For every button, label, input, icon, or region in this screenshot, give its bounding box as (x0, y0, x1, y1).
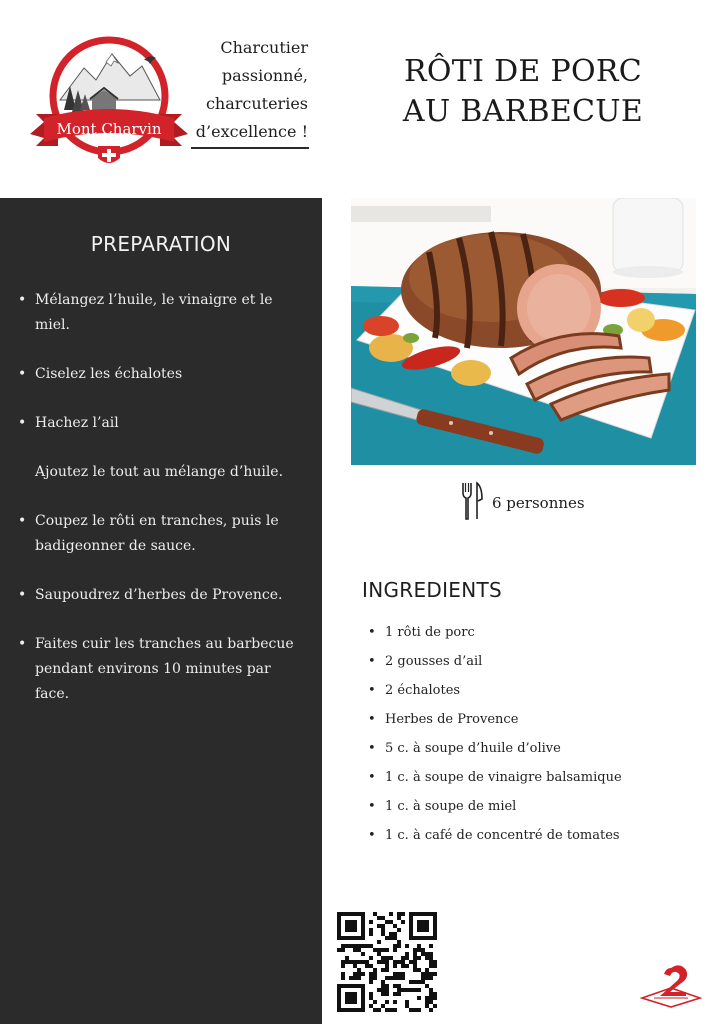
title-line: AU BARBECUE (402, 94, 644, 129)
step-text: Mélangez l’huile, le vinaigre et le miel. (35, 292, 273, 333)
step-text: Ajoutez le tout au mélange d’huile. (35, 464, 284, 480)
ingredient-item (368, 705, 698, 734)
ingredient-text: 1 rôti de porc (385, 625, 475, 640)
recipe-title (370, 52, 676, 132)
bullet-icon: • (368, 770, 376, 785)
ingredient-item (368, 618, 698, 647)
servings-text: 6 personnes (492, 494, 585, 512)
preparation-step (18, 288, 308, 338)
ingredient-text: 2 échalotes (385, 683, 461, 698)
preparation-steps (18, 288, 308, 731)
tagline-divider (191, 147, 309, 149)
bullet-icon: • (368, 654, 376, 669)
preparation-heading: PREPARATION (90, 232, 232, 256)
ingredient-text: 2 gousses d’ail (385, 654, 483, 669)
bullet-icon: • (18, 513, 27, 529)
title-line: RÔTI DE PORC (404, 54, 642, 89)
preparation-step (18, 362, 308, 387)
step-text: Ciselez les échalotes (35, 366, 183, 382)
roast-pork-photo (351, 198, 696, 465)
ingredients-list (368, 618, 698, 850)
preparation-step (18, 411, 308, 436)
bullet-icon: • (368, 712, 376, 727)
mont-charvin-logo (26, 30, 192, 170)
tagline-line: d’excellence ! (195, 122, 308, 141)
brand-tagline (190, 34, 308, 146)
step-text: Coupez le rôti en tranches, puis le badigeonner de sauce. (35, 513, 279, 554)
ingredient-text: 1 c. à soupe de miel (385, 799, 517, 814)
ingredients-heading: INGREDIENTS (362, 578, 502, 602)
ingredient-item (368, 763, 698, 792)
preparation-note (18, 460, 308, 485)
preparation-step (18, 509, 308, 559)
bullet-icon: • (368, 741, 376, 756)
ingredient-text: 1 c. à soupe de vinaigre balsamique (385, 770, 622, 785)
preparation-step (18, 632, 308, 707)
ingredient-item (368, 821, 698, 850)
ingredient-item (368, 647, 698, 676)
preparation-step (18, 583, 308, 608)
tagline-line: Charcutier (220, 38, 308, 57)
ingredient-item (368, 676, 698, 705)
fork-knife-icon (460, 481, 484, 525)
artisan-logo (640, 958, 702, 1008)
tagline-line: passionné, (221, 66, 308, 85)
tagline-line: charcuteries (205, 94, 308, 113)
step-text: Hachez l’ail (35, 415, 119, 431)
ingredient-text: 1 c. à café de concentré de tomates (385, 828, 620, 843)
ingredient-text: Herbes de Provence (385, 712, 519, 727)
ingredient-item (368, 734, 698, 763)
step-text: Faites cuir les tranches au barbecue pendant environs 10 minutes par face. (35, 636, 294, 702)
bullet-icon: • (368, 828, 376, 843)
ingredient-text: 5 c. à soupe d’huile d’olive (385, 741, 561, 756)
bullet-icon: • (18, 292, 27, 308)
bullet-icon: • (18, 366, 27, 382)
step-text: Saupoudrez d’herbes de Provence. (35, 587, 283, 603)
bullet-icon: • (368, 625, 376, 640)
servings-info (460, 482, 585, 524)
bullet-icon: • (18, 587, 27, 603)
bullet-icon: • (18, 415, 27, 431)
bullet-icon: • (18, 636, 27, 652)
bullet-icon: • (368, 683, 376, 698)
preparation-panel (0, 198, 322, 1024)
logo-text: Mont Charvin (56, 120, 162, 138)
qr-code[interactable] (337, 912, 437, 1012)
bullet-icon: • (368, 799, 376, 814)
ingredient-item (368, 792, 698, 821)
